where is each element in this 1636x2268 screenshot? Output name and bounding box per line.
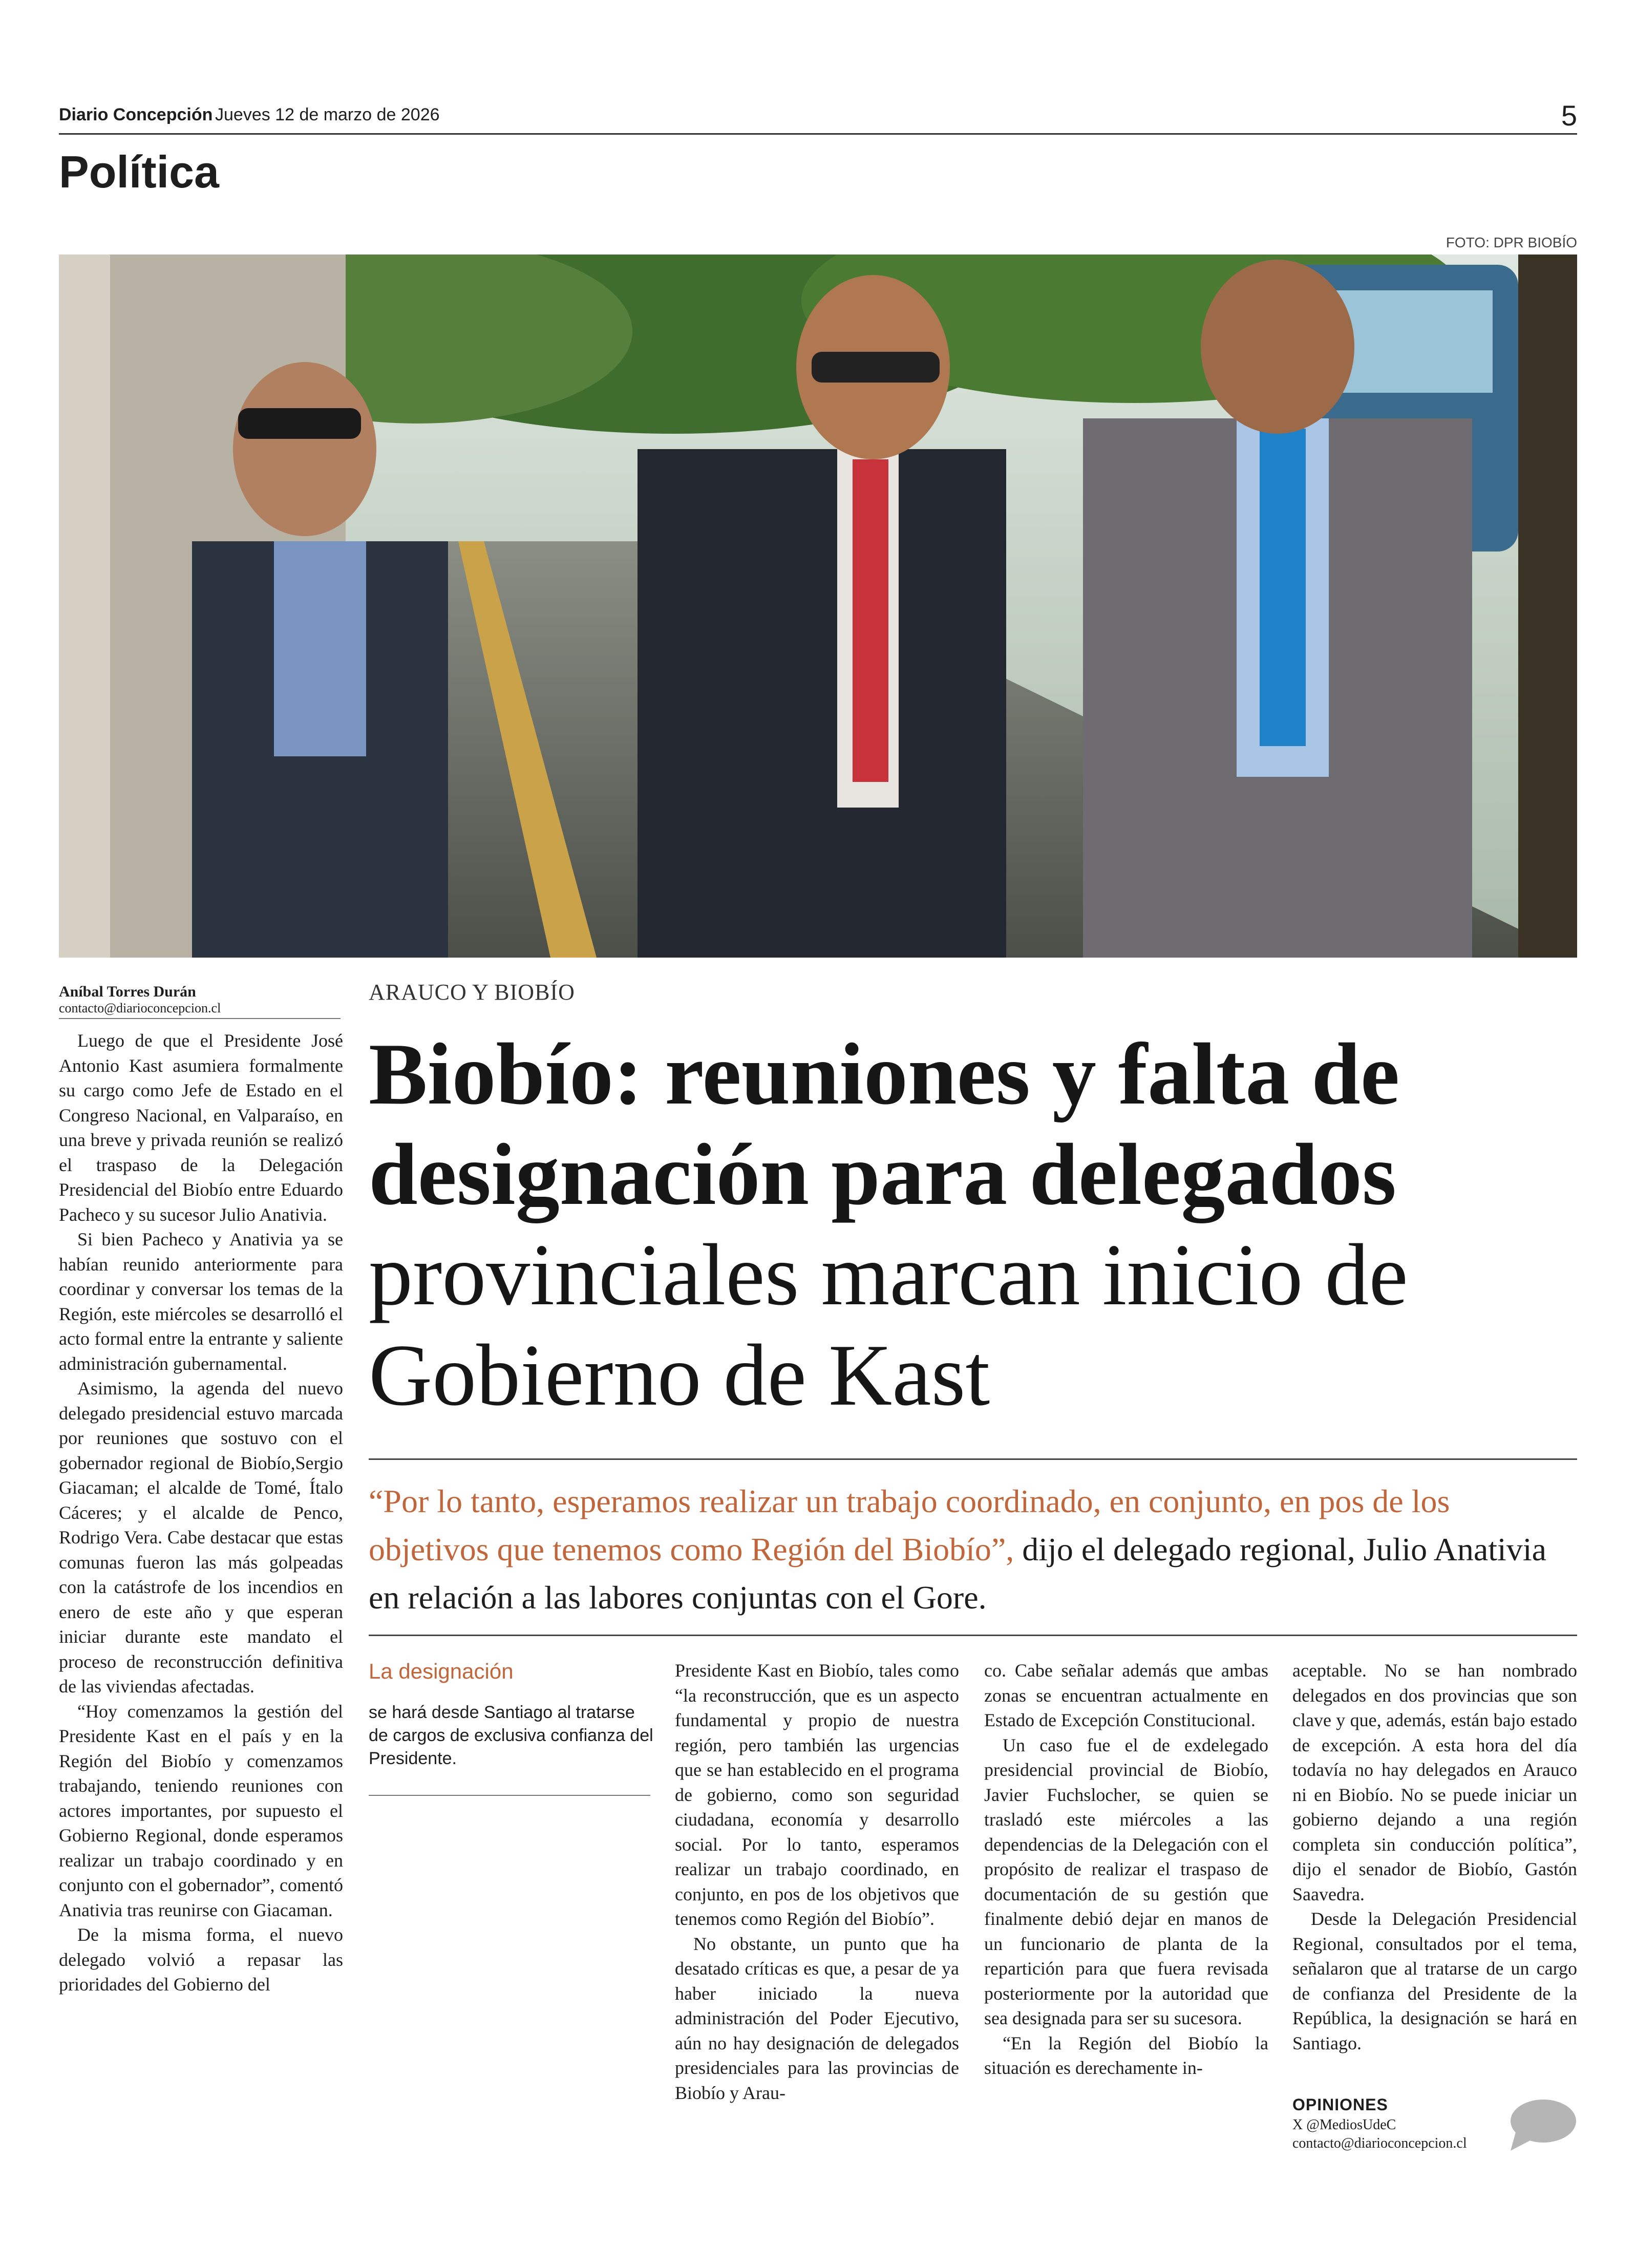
opinions-email[interactable]: contacto@diarioconcepcion.cl (1292, 2135, 1467, 2151)
paragraph: Luego de que el Presidente José Antonio Kast asumiera formalmente su cargo como Jefe de Estado en el Congreso Nacional, en Valparaíso, en una breve y privada reunión se realizó el traspaso de la Delegación Presidencial del Biobío entre Eduardo Pacheco y su sucesor Julio Anativia. (59, 1030, 343, 1225)
article-column-4 (984, 1658, 1268, 2081)
pull-quote (369, 1477, 1577, 1622)
opinions-title: OPINIONES (1292, 2095, 1388, 2114)
byline-email: contacto@diarioconcepcion.cl (59, 1001, 221, 1015)
article-photo (59, 255, 1577, 958)
photo-credit: FOTO: DPR BIOBÍO (1446, 235, 1577, 250)
section-title: Política (59, 146, 219, 197)
article-column-1 (59, 1028, 343, 1997)
paragraph: Un caso fue el de exdelegado presidencial provincial de Biobío, Javier Fuchslocher, se quien se trasladó este miércoles a las dependencias de la Delegación con el propósito de realizar el traspaso de documentación de su gestión que finalmente debió dejar en manos de un funcionario de planta de la repartición para que fuera revisada posteriormente por la autoridad que sea designada para ser su sucesora. (984, 1734, 1268, 2028)
newspaper-name: Diario Concepción (59, 105, 213, 124)
paragraph: co. Cabe señalar además que ambas zonas se encuentran actualmente en Estado de Excepción Constitucional. (984, 1660, 1268, 1730)
speech-bubble-icon (1506, 2096, 1578, 2153)
quote-rule (369, 1635, 1577, 1636)
paragraph: “Hoy comenzamos la gestión del Presidente Kast en el país y en la Región del Biobío y comenzamos trabajando, teniendo reuniones con actores importantes, por supuesto el Gobierno Regional, donde esperamos realizar un trabajo coordinado y en conjunto con el gobernador”, comentó Anativia tras reunirse con Giacaman. (59, 1701, 343, 1920)
header-rule (59, 133, 1577, 135)
sidebar-text: se hará desde Santiago al tratarse de cargos de exclusiva confianza del Presidente. (369, 1703, 653, 1768)
sidebar-title: La designación (369, 1659, 514, 1683)
page-number: 5 (1561, 99, 1577, 132)
article-column-5 (1292, 1658, 1577, 2055)
article-column-3 (675, 1658, 959, 2105)
headline-bold: Biobío: reuniones y falta de designación para delegados (369, 1026, 1400, 1223)
paragraph: Presidente Kast en Biobío, tales como “la reconstrucción, que es un aspecto fundamental y propio de nuestra región, pero también las urgencias que se han establecido en el programa de gobierno, como son seguridad ciudadana, economía y desarrollo social. Por lo tanto, esperamos realizar un trabajo coordinado, en conjunto, en pos de los objetivos que tenemos como Región del Biobío”. (675, 1660, 959, 1929)
pull-quote-highlight: “Por lo tanto, esperamos realizar un trabajo coordinado, en conjunto, en pos de los objetivos que tenemos como Región del Biobío”, (369, 1483, 1450, 1567)
paragraph: No obstante, un punto que ha desatado críticas es que, a pesar de ya haber iniciado la nueva administración del Poder Ejecutivo, aún no hay designación de delegados presidenciales para las provincias de Biobío y Arau- (675, 1933, 959, 2103)
paragraph: De la misma forma, el nuevo delegado volvió a repasar las prioridades del Gobierno del (59, 1924, 343, 1995)
opinions-x-handle[interactable]: X @MediosUdeC (1292, 2117, 1396, 2133)
byline-author: Aníbal Torres Durán (59, 983, 196, 1000)
issue-date: Jueves 12 de marzo de 2026 (215, 105, 440, 124)
pull-quote-attribution: dijo el delegado regional, Julio Anativia en relación a las labores conjuntas con el Gore. (369, 1531, 1546, 1616)
paragraph: aceptable. No se han nombrado delegados en dos provincias que son clave y que, además, están bajo estado de excepción. A esta hora del día todavía no hay delegados en Arauco ni en Biobío. No se puede iniciar un gobierno dejando a una región completa sin conducción política”, dijo el senador de Biobío, Gastón Saavedra. (1292, 1660, 1577, 1904)
paragraph: Si bien Pacheco y Anativia ya se habían reunido anteriormente para coordinar y conversar los temas de la Región, este miércoles se desarrolló el acto formal entre la entrante y saliente administración gubernamental. (59, 1229, 343, 1374)
paragraph: “En la Región del Biobío la situación es derechamente in- (984, 2032, 1268, 2078)
sidebar-rule (369, 1795, 650, 1796)
paragraph: Desde la Delegación Presidencial Regional, consultados por el tema, señalaron que al tratarse de un cargo de confianza del Presidente de la República, la designación se hará en Santiago. (1292, 1909, 1577, 2053)
paragraph: Asimismo, la agenda del nuevo delegado presidencial estuvo marcada por reuniones que sostuvo con el gobernador regional de Biobío,Sergio Giacaman; el alcalde de Tomé, Ítalo Cáceres; y el alcalde de Penco, Rodrigo Vera. Cabe destacar que estas comunas fueron las más golpeadas con la catástrofe de los incendios en enero de este año y que esperan iniciar durante este mandato el proceso de reconstrucción definitiva de las viviendas afectadas. (59, 1378, 343, 1697)
kicker: ARAUCO Y BIOBÍO (369, 980, 575, 1005)
headline-light: provinciales marcan inicio de Gobierno de Kast (369, 1226, 1408, 1424)
byline-rule (59, 1018, 341, 1019)
headline-rule (369, 1458, 1577, 1460)
